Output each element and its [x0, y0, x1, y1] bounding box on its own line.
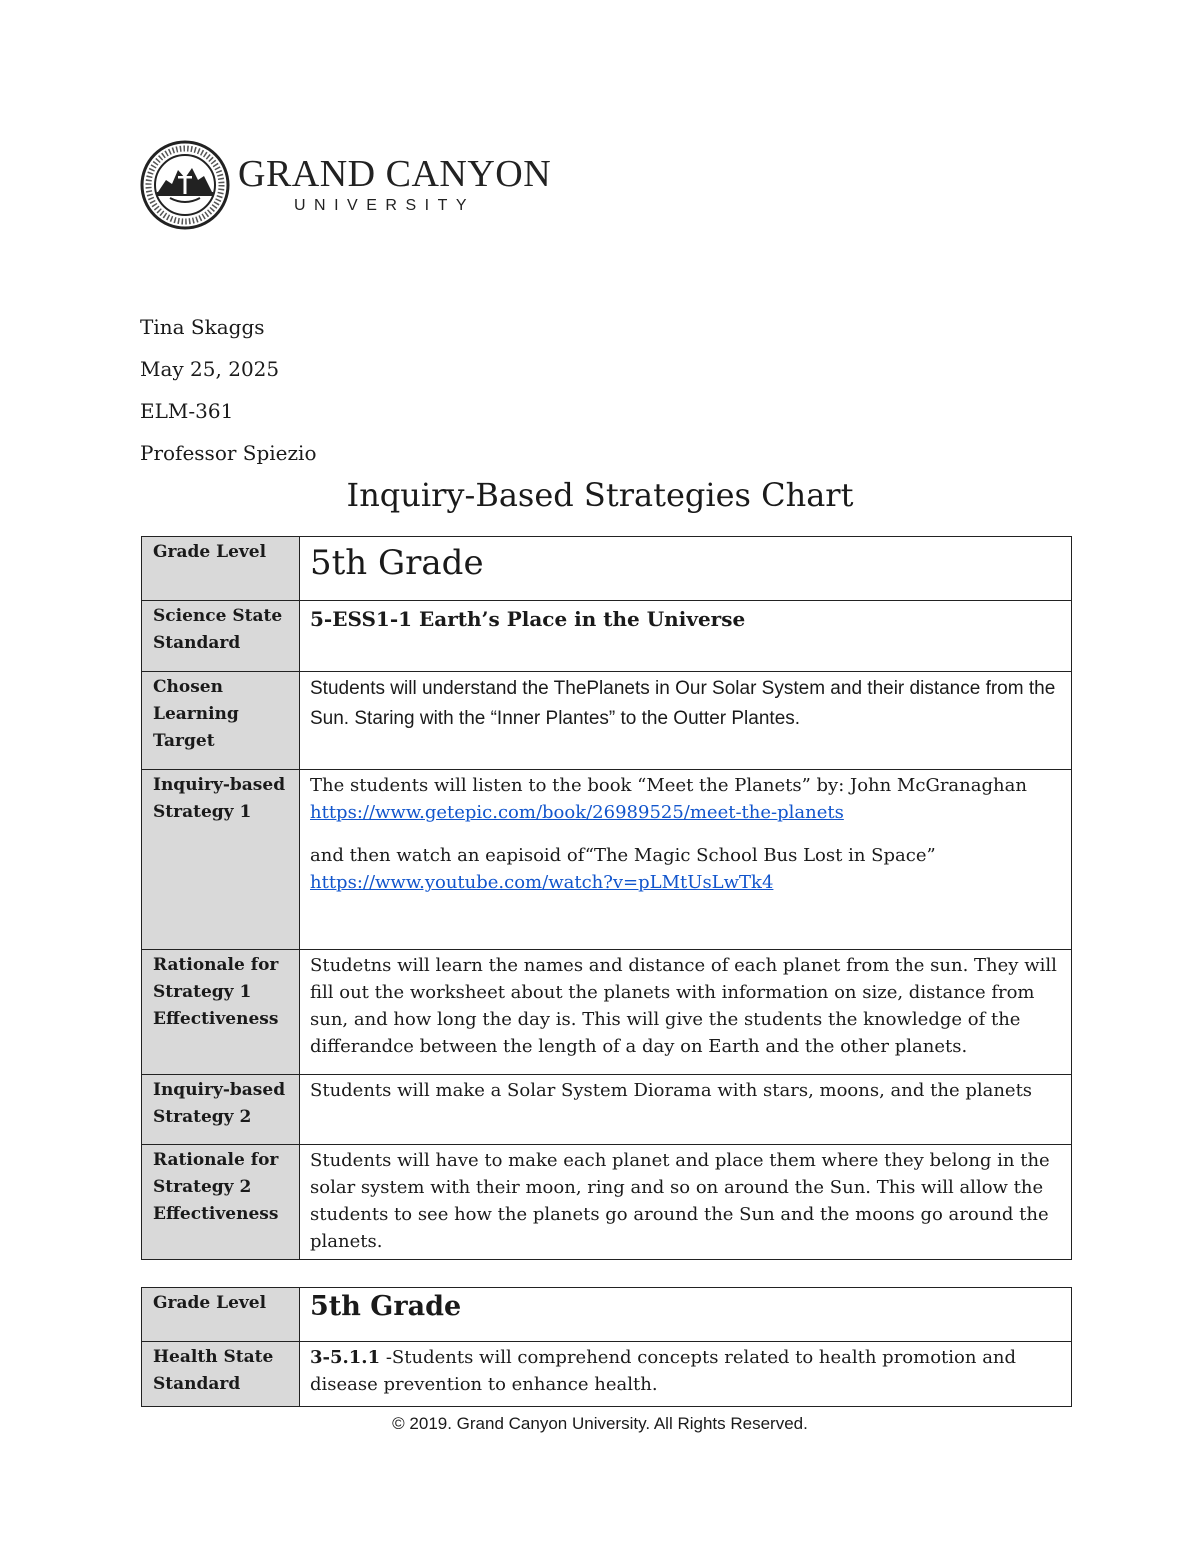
science-standard-value: 5-ESS1-1 Earth’s Place in the Universe [310, 607, 746, 631]
rationale-2-label: Rationale for Strategy 2 Effectiveness [142, 1145, 300, 1260]
strategies-table-2 [141, 1287, 1072, 1407]
professor-name: Professor Spiezio [140, 441, 317, 465]
strategy-2-label: Inquiry-based Strategy 2 [142, 1075, 300, 1145]
document-date: May 25, 2025 [140, 357, 280, 381]
table-row [142, 1342, 1072, 1407]
logo-subtitle: UNIVERSITY [294, 197, 476, 214]
rationale-2-value: Students will have to make each planet and place them where they belong in the solar system with their moon, ring and so on around the Sun. This will allow the students to see how the planets go around the Sun and the moons go around the planets. [300, 1145, 1072, 1260]
rationale-1-value: Studetns will learn the names and distance of each planet from the sun. They will fill out the worksheet about the planets with information on size, distance from sun, and how long the day is. This will give the students the knowledge of the differandce between the length of a day on Earth and the other planets. [300, 950, 1072, 1075]
table-row [142, 1075, 1072, 1145]
strategy-2-value: Students will make a Solar System Diorama with stars, moons, and the planets [300, 1075, 1072, 1145]
strategy-1-text-b: and then watch an eapisoid of“The Magic School Bus Lost in Space” [310, 845, 936, 866]
grade-level-value: 5th Grade [310, 1291, 462, 1322]
learning-target-label: Chosen Learning Target [142, 672, 300, 770]
strategy-1-label: Inquiry-based Strategy 1 [142, 770, 300, 950]
table-row [142, 950, 1072, 1075]
book-link[interactable]: https://www.getepic.com/book/26989525/meet-the-planets [310, 802, 844, 823]
learning-target-value: Students will understand the ThePlanets in Our Solar System and their distance from the Sun. Staring with the “Inner Plantes” to the Outter Plantes. [310, 678, 1056, 729]
grade-level-label: Grade Level [142, 537, 300, 601]
header-block [140, 306, 317, 474]
logo-name: GRAND CANYON [238, 153, 552, 195]
health-standard-text: -Students will comprehend concepts related to health promotion and disease prevention to enhance health. [310, 1347, 1017, 1395]
health-standard-label: Health State Standard [142, 1342, 300, 1407]
rationale-1-label: Rationale for Strategy 1 Effectiveness [142, 950, 300, 1075]
table-row [142, 672, 1072, 770]
grade-level-label: Grade Level [142, 1288, 300, 1342]
course-code: ELM-361 [140, 399, 234, 423]
table-row [142, 1145, 1072, 1260]
university-seal-icon [140, 140, 230, 230]
health-standard-code: 3-5.1.1 [310, 1347, 381, 1368]
table-row [142, 1288, 1072, 1342]
strategies-table-1 [141, 536, 1072, 1260]
grade-level-value: 5th Grade [310, 543, 484, 583]
table-row [142, 537, 1072, 601]
gcu-logo [140, 140, 551, 230]
document-title: Inquiry-Based Strategies Chart [346, 476, 854, 514]
table-row [142, 770, 1072, 950]
copyright-footer: © 2019. Grand Canyon University. All Rights Reserved. [392, 1414, 808, 1433]
video-link[interactable]: https://www.youtube.com/watch?v=pLMtUsLwTk4 [310, 872, 774, 893]
author-name: Tina Skaggs [140, 315, 265, 339]
strategy-1-text-a: The students will listen to the book “Meet the Planets” by: John McGranaghan [310, 775, 1027, 796]
science-standard-label: Science State Standard [142, 601, 300, 672]
table-row [142, 601, 1072, 672]
